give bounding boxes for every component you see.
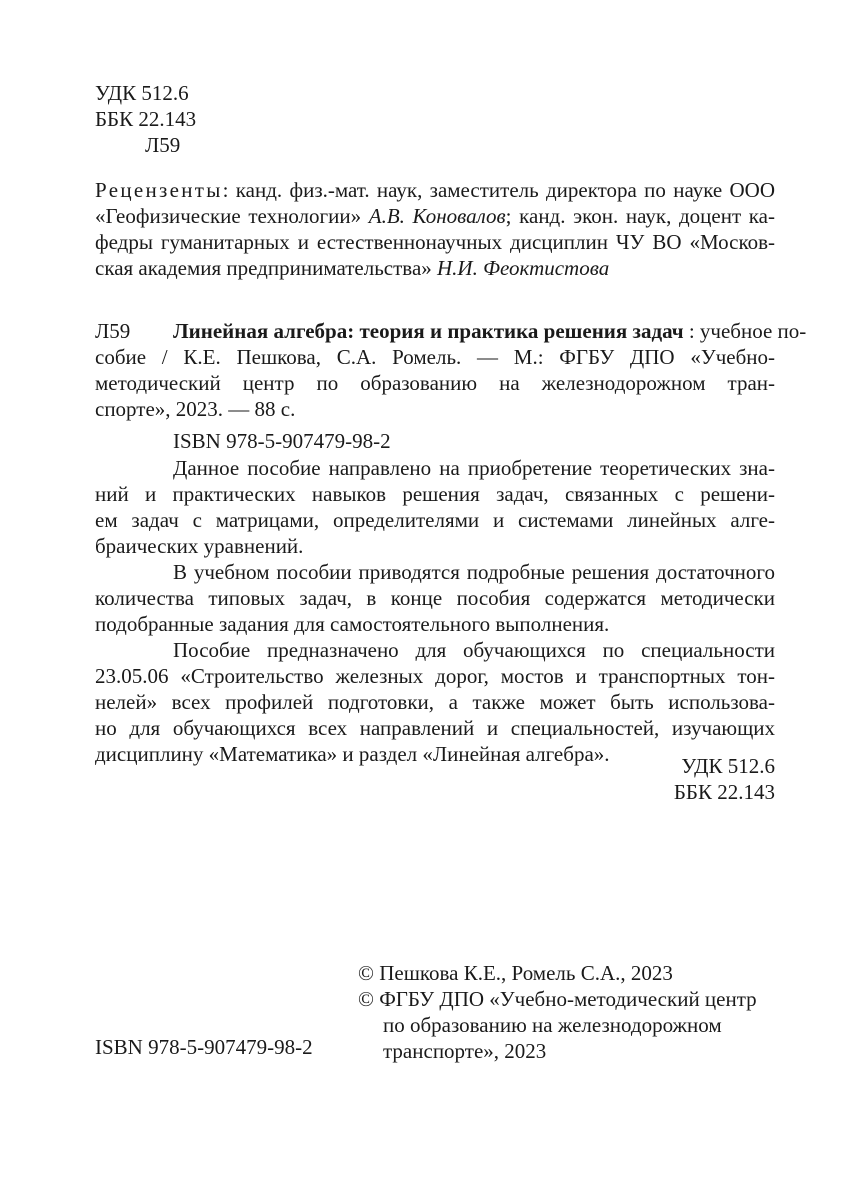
reviewers-line	[95, 255, 775, 281]
abstract-line: но для обучающихся всех направлений и специальностей, изучающих	[95, 716, 775, 740]
isbn-record: ISBN 978-5-907479-98-2	[173, 429, 391, 453]
bibliographic-line: собие / К.Е. Пешкова, С.А. Ромель. — М.: ФГБУ ДПО «Учебно-	[95, 345, 775, 369]
abstract-line: 23.05.06 «Строительство железных дорог, мостов и транспортных тон-	[95, 664, 775, 688]
book-title: Линейная алгебра: теория и практика решения задач	[173, 319, 684, 343]
bibliographic-author-mark: Л59	[95, 319, 131, 343]
copyright-line: транспорте», 2023	[383, 1039, 547, 1063]
copyright-block	[358, 960, 757, 1064]
reviewer-name: А.В. Коновалов	[368, 204, 506, 228]
copyright-line: по образованию на железнодорожном	[383, 1013, 722, 1037]
abstract-line: ний и практических навыков решения задач, связанных с решени-	[95, 482, 775, 506]
reviewer-name: Н.И. Феоктистова	[437, 256, 610, 280]
copyright-line: © ФГБУ ДПО «Учебно-методический центр	[358, 987, 757, 1011]
udk-code: УДК 512.6	[95, 81, 189, 105]
abstract-line: дисциплину «Математика» и раздел «Линейная алгебра».	[95, 742, 610, 766]
reviewers-label: Рецензенты	[95, 178, 223, 202]
reviewers-text: ская академия предпринимательства»	[95, 256, 438, 280]
reviewers-text: : канд. физ.-мат. наук, заместитель директора по науке ООО	[222, 178, 775, 202]
reviewers-block	[95, 177, 775, 281]
udk-code: УДК 512.6	[681, 754, 775, 778]
abstract-line: браических уравнений.	[95, 534, 304, 558]
abstract-line: количества типовых задач, в конце пособия содержатся методически	[95, 586, 775, 610]
abstract	[95, 455, 775, 767]
abstract-line: В учебном пособии приводятся подробные решения достаточного	[173, 560, 775, 584]
classification-codes	[95, 80, 196, 158]
bbk-code: ББК 22.143	[673, 780, 775, 804]
classification-codes-right	[674, 753, 775, 805]
abstract-line: подобранные задания для самостоятельного выполнения.	[95, 612, 610, 636]
copyright-line: © Пешкова К.Е., Ромель С.А., 2023	[358, 961, 673, 985]
reviewers-line	[95, 229, 775, 255]
abstract-line: ем задач с матрицами, определителями и системами линейных алге-	[95, 508, 775, 532]
bibliographic-line: методический центр по образованию на железнодорожном тран-	[95, 371, 775, 395]
reviewers-text: «Геофизические технологии»	[95, 204, 369, 228]
reviewers-text: ; канд. экон. наук, доцент ка-	[505, 204, 775, 228]
abstract-line: Пособие предназначено для обучающихся по специальности	[173, 638, 775, 662]
bibliographic-line: спорте», 2023. — 88 с.	[95, 397, 296, 421]
reviewers-line	[95, 177, 775, 203]
reviewers-line	[95, 203, 775, 229]
bibliographic-text: : учебное по-	[683, 319, 807, 343]
author-mark: Л59	[145, 133, 181, 157]
abstract-line: нелей» всех профилей подготовки, а также может быть использова-	[95, 690, 775, 714]
reviewers-text: федры гуманитарных и естественнонаучных дисциплин ЧУ ВО «Москов-	[95, 230, 775, 254]
isbn-bottom: ISBN 978-5-907479-98-2	[95, 1035, 313, 1059]
bbk-code: ББК 22.143	[95, 107, 197, 131]
bibliographic-line	[173, 318, 807, 344]
abstract-line: Данное пособие направлено на приобретение теоретических зна-	[173, 456, 775, 480]
